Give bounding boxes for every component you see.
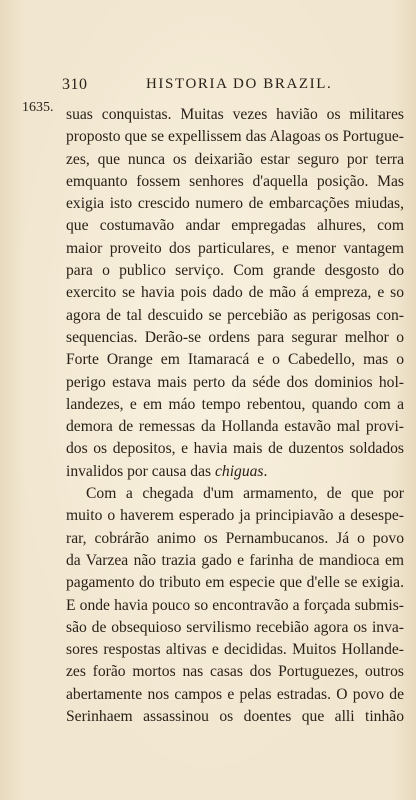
text-line: zes, que nunca os deixarião estar seguro por terra	[66, 150, 404, 168]
page-number: 310	[62, 76, 88, 93]
text-line: dos os depositos, e havia mais de duzentos soldados	[66, 440, 404, 458]
paragraph-2	[66, 483, 404, 728]
text-line: rar, cobrárão animo os Pernambucanos. Já o povo	[66, 529, 404, 547]
text-line: suas conquistas. Muitas vezes havião os militares	[66, 106, 404, 123]
text-line: sores respostas altivas e decididas. Muitos Hollande-	[66, 641, 404, 659]
text-line-last	[66, 461, 404, 483]
text-line: emquanto fossem senhores d'aquella posição. Mas	[66, 172, 404, 190]
text-line: exigia isto crescido numero de embarcações miudas,	[66, 195, 404, 213]
text-line: pagamento do tributo em especie que d'elle se exigia.	[66, 574, 404, 592]
text-line: maior proveito dos particulares, e menor vantagem	[66, 239, 404, 257]
text-line: são de obsequioso servilismo recebião agora os inva-	[66, 618, 404, 636]
text-line: perigo estava mais perto da séde dos dominios hol-	[66, 373, 404, 391]
running-title: HISTORIA DO BRAZIL.	[146, 76, 333, 92]
text-line: demora de remessas da Hollanda estavão mal provi-	[66, 418, 404, 436]
text-line: Serinhaem assassinou os doentes que alli tinhão	[66, 708, 404, 726]
text-line: Com a chegada d'um armamento, de que por	[86, 485, 404, 503]
text-line: agora de tal descuido se percebião as perigosas con-	[66, 306, 404, 324]
text-line: zes forão mortos nas casas dos Portuguezes, outros	[66, 663, 404, 681]
text-line: sequencias. Derão-se ordens para segurar melhor o	[66, 328, 404, 346]
text-line: que costumavão andar empregadas alhures, com	[66, 217, 404, 235]
margin-year-note: 1635.	[22, 100, 54, 115]
end-punctuation: .	[263, 462, 268, 480]
text-line-start: invalidos por causa das	[66, 462, 215, 480]
paragraph-1	[66, 104, 404, 483]
text-line: muito o haverem esperado ja principiavão a desespe-	[66, 507, 404, 525]
text-line: Forte Orange em Itamaracá e o Cabedello, mas o	[66, 351, 404, 369]
text-line: da Varzea não trazia gado e farinha de mandioca em	[66, 551, 404, 569]
text-line: abertamente nos campos e pelas estradas. O povo de	[66, 685, 404, 703]
running-head	[0, 76, 416, 96]
body-text	[66, 104, 404, 728]
italic-word: chiguas	[214, 462, 264, 480]
text-line: para o publico serviço. Com grande desgosto do	[66, 262, 404, 280]
text-line: proposto que se expellissem das Alagoas os Portugue-	[66, 128, 404, 146]
text-line: E onde havia pouco so encontravão a forçada submis-	[66, 596, 404, 614]
text-line: landezes, e em máo tempo rebentou, quando com a	[66, 395, 404, 413]
text-line: exercito se havia pois dado de mão á empreza, e so	[66, 284, 404, 302]
